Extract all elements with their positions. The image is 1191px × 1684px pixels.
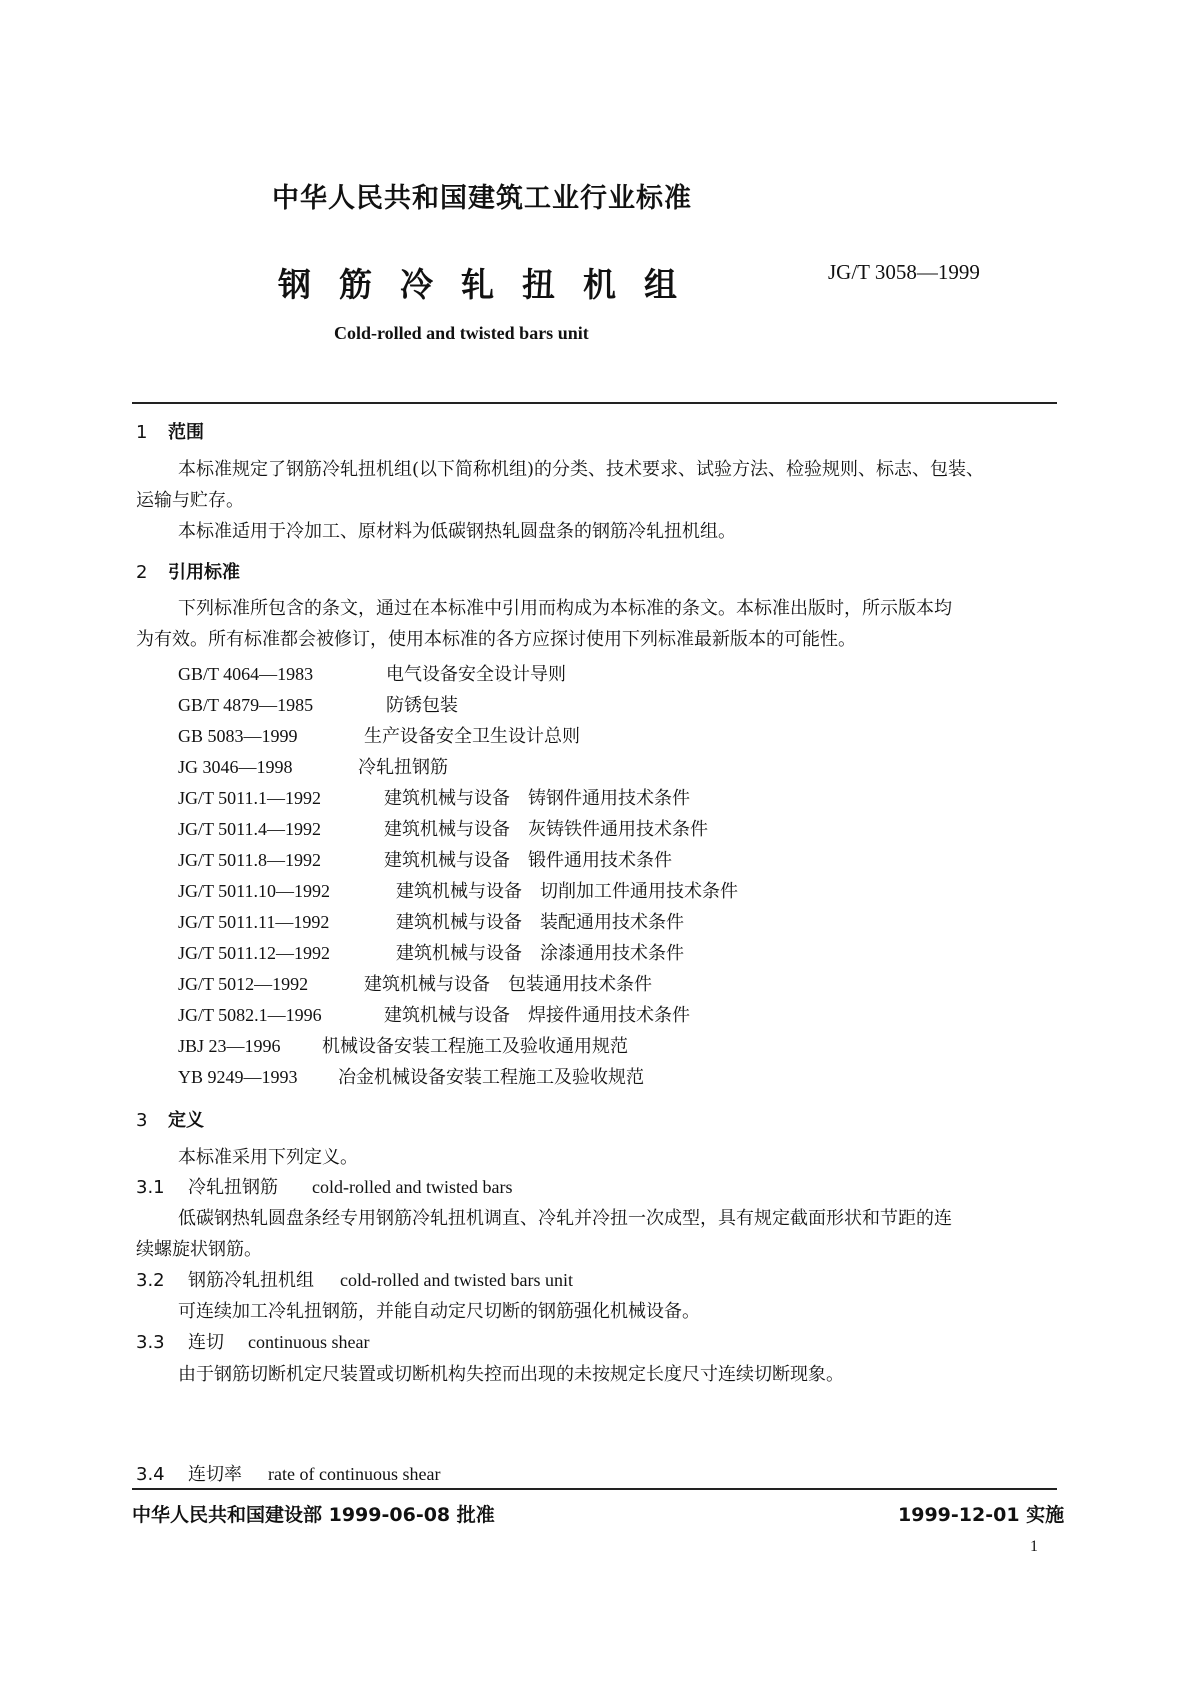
reference-title: 防锈包装 [386, 695, 458, 716]
reference-title: 电气设备安全设计导则 [386, 664, 566, 685]
reference-title: 建筑机械与设备 焊接件通用技术条件 [384, 1005, 690, 1026]
reference-title: 建筑机械与设备 装配通用技术条件 [396, 912, 684, 933]
section-title: 定义 [168, 1110, 204, 1131]
reference-title: 机械设备安装工程施工及验收通用规范 [322, 1036, 628, 1057]
reference-item [178, 691, 458, 717]
approval-line: 中华人民共和国建设部 1999-06-08 批准 [132, 1504, 495, 1526]
reference-title: 建筑机械与设备 切削加工件通用技术条件 [396, 881, 738, 902]
reference-code: JG/T 5011.12—1992 [178, 943, 331, 963]
reference-title: 建筑机械与设备 锻件通用技术条件 [384, 850, 672, 871]
reference-title: 建筑机械与设备 包装通用技术条件 [364, 974, 652, 995]
definition-term: 钢筋冷轧扭机组 [188, 1270, 314, 1291]
reference-code: JG/T 5011.8—1992 [178, 850, 322, 870]
definition-3-1 [136, 1173, 512, 1199]
definition-number: 3.3 [136, 1332, 165, 1353]
definition-english: continuous shear [248, 1332, 370, 1352]
paragraph: 低碳钢热轧圆盘条经专用钢筋冷轧扭机调直、冷轧并冷扭一次成型，具有规定截面形状和节距的连 [178, 1208, 952, 1229]
reference-item [178, 1032, 628, 1058]
reference-code: JG/T 5011.11—1992 [178, 912, 330, 932]
footer-rule [132, 1488, 1057, 1490]
top-rule [132, 402, 1057, 404]
reference-title: 生产设备安全卫生设计总则 [364, 726, 580, 747]
paragraph: 为有效。所有标准都会被修订，使用本标准的各方应探讨使用下列标准最新版本的可能性。 [136, 629, 856, 650]
definition-number: 3.4 [136, 1464, 165, 1485]
definition-3-2 [136, 1266, 573, 1292]
definition-number: 3.1 [136, 1177, 165, 1198]
section-1-heading [136, 418, 204, 444]
definition-3-4 [136, 1460, 440, 1486]
reference-item [178, 908, 684, 934]
reference-title: 冶金机械设备安装工程施工及验收规范 [338, 1067, 644, 1088]
definition-term: 冷轧扭钢筋 [188, 1177, 278, 1198]
reference-code: GB 5083—1999 [178, 726, 298, 746]
reference-code: JG 3046—1998 [178, 757, 293, 777]
definition-english: cold-rolled and twisted bars unit [340, 1270, 573, 1290]
reference-item [178, 753, 448, 779]
reference-title: 冷轧扭钢筋 [358, 757, 448, 778]
reference-item [178, 1063, 644, 1089]
paragraph: 运输与贮存。 [136, 490, 244, 511]
section-number: 3 [136, 1110, 148, 1131]
definition-english: cold-rolled and twisted bars [312, 1177, 513, 1197]
reference-title: 建筑机械与设备 灰铸铁件通用技术条件 [384, 819, 708, 840]
reference-title: 建筑机械与设备 涂漆通用技术条件 [396, 943, 684, 964]
definition-term: 连切率 [188, 1464, 242, 1485]
section-title: 引用标准 [168, 562, 240, 583]
reference-item [178, 1001, 690, 1027]
reference-title: 建筑机械与设备 铸钢件通用技术条件 [384, 788, 690, 809]
document-title: 钢筋冷轧扭机组 [278, 265, 705, 304]
reference-code: JG/T 5082.1—1996 [178, 1005, 322, 1025]
reference-item [178, 815, 708, 841]
implementation-date: 1999-12-01 实施 [898, 1504, 1065, 1526]
reference-item [178, 660, 566, 686]
paragraph: 由于钢筋切断机定尺装置或切断机构失控而出现的未按规定长度尺寸连续切断现象。 [178, 1364, 844, 1385]
section-title: 范围 [168, 422, 204, 443]
section-2-heading [136, 558, 240, 584]
reference-code: JBJ 23—1996 [178, 1036, 281, 1056]
issuer-title: 中华人民共和国建筑工业行业标准 [272, 183, 692, 214]
reference-item [178, 970, 652, 996]
definition-term: 连切 [188, 1332, 224, 1353]
page-number: 1 [1030, 1538, 1038, 1555]
reference-code: JG/T 5011.10—1992 [178, 881, 331, 901]
reference-code: GB/T 4064—1983 [178, 664, 314, 684]
paragraph: 本标准适用于冷加工、原材料为低碳钢热轧圆盘条的钢筋冷轧扭机组。 [178, 521, 736, 542]
reference-code: GB/T 4879—1985 [178, 695, 314, 715]
reference-item [178, 784, 690, 810]
definition-3-3 [136, 1328, 369, 1354]
section-number: 1 [136, 422, 148, 443]
reference-code: JG/T 5012—1992 [178, 974, 309, 994]
section-number: 2 [136, 562, 148, 583]
reference-item [178, 877, 738, 903]
reference-code: YB 9249—1993 [178, 1067, 298, 1087]
reference-code: JG/T 5011.4—1992 [178, 819, 322, 839]
definition-number: 3.2 [136, 1270, 165, 1291]
paragraph: 续螺旋状钢筋。 [136, 1239, 262, 1260]
paragraph: 本标准采用下列定义。 [178, 1147, 358, 1168]
reference-item [178, 846, 672, 872]
english-title: Cold-rolled and twisted bars unit [334, 323, 589, 343]
paragraph: 本标准规定了钢筋冷轧扭机组(以下简称机组)的分类、技术要求、试验方法、检验规则、标志、包装、 [178, 459, 985, 480]
reference-code: JG/T 5011.1—1992 [178, 788, 322, 808]
paragraph: 下列标准所包含的条文，通过在本标准中引用而构成为本标准的条文。本标准出版时，所示版本均 [178, 598, 952, 619]
reference-item [178, 722, 580, 748]
standard-code: JG/T 3058—1999 [828, 260, 980, 284]
definition-english: rate of continuous shear [268, 1464, 441, 1484]
reference-item [178, 939, 684, 965]
paragraph: 可连续加工冷轧扭钢筋，并能自动定尺切断的钢筋强化机械设备。 [178, 1301, 700, 1322]
section-3-heading [136, 1106, 204, 1132]
